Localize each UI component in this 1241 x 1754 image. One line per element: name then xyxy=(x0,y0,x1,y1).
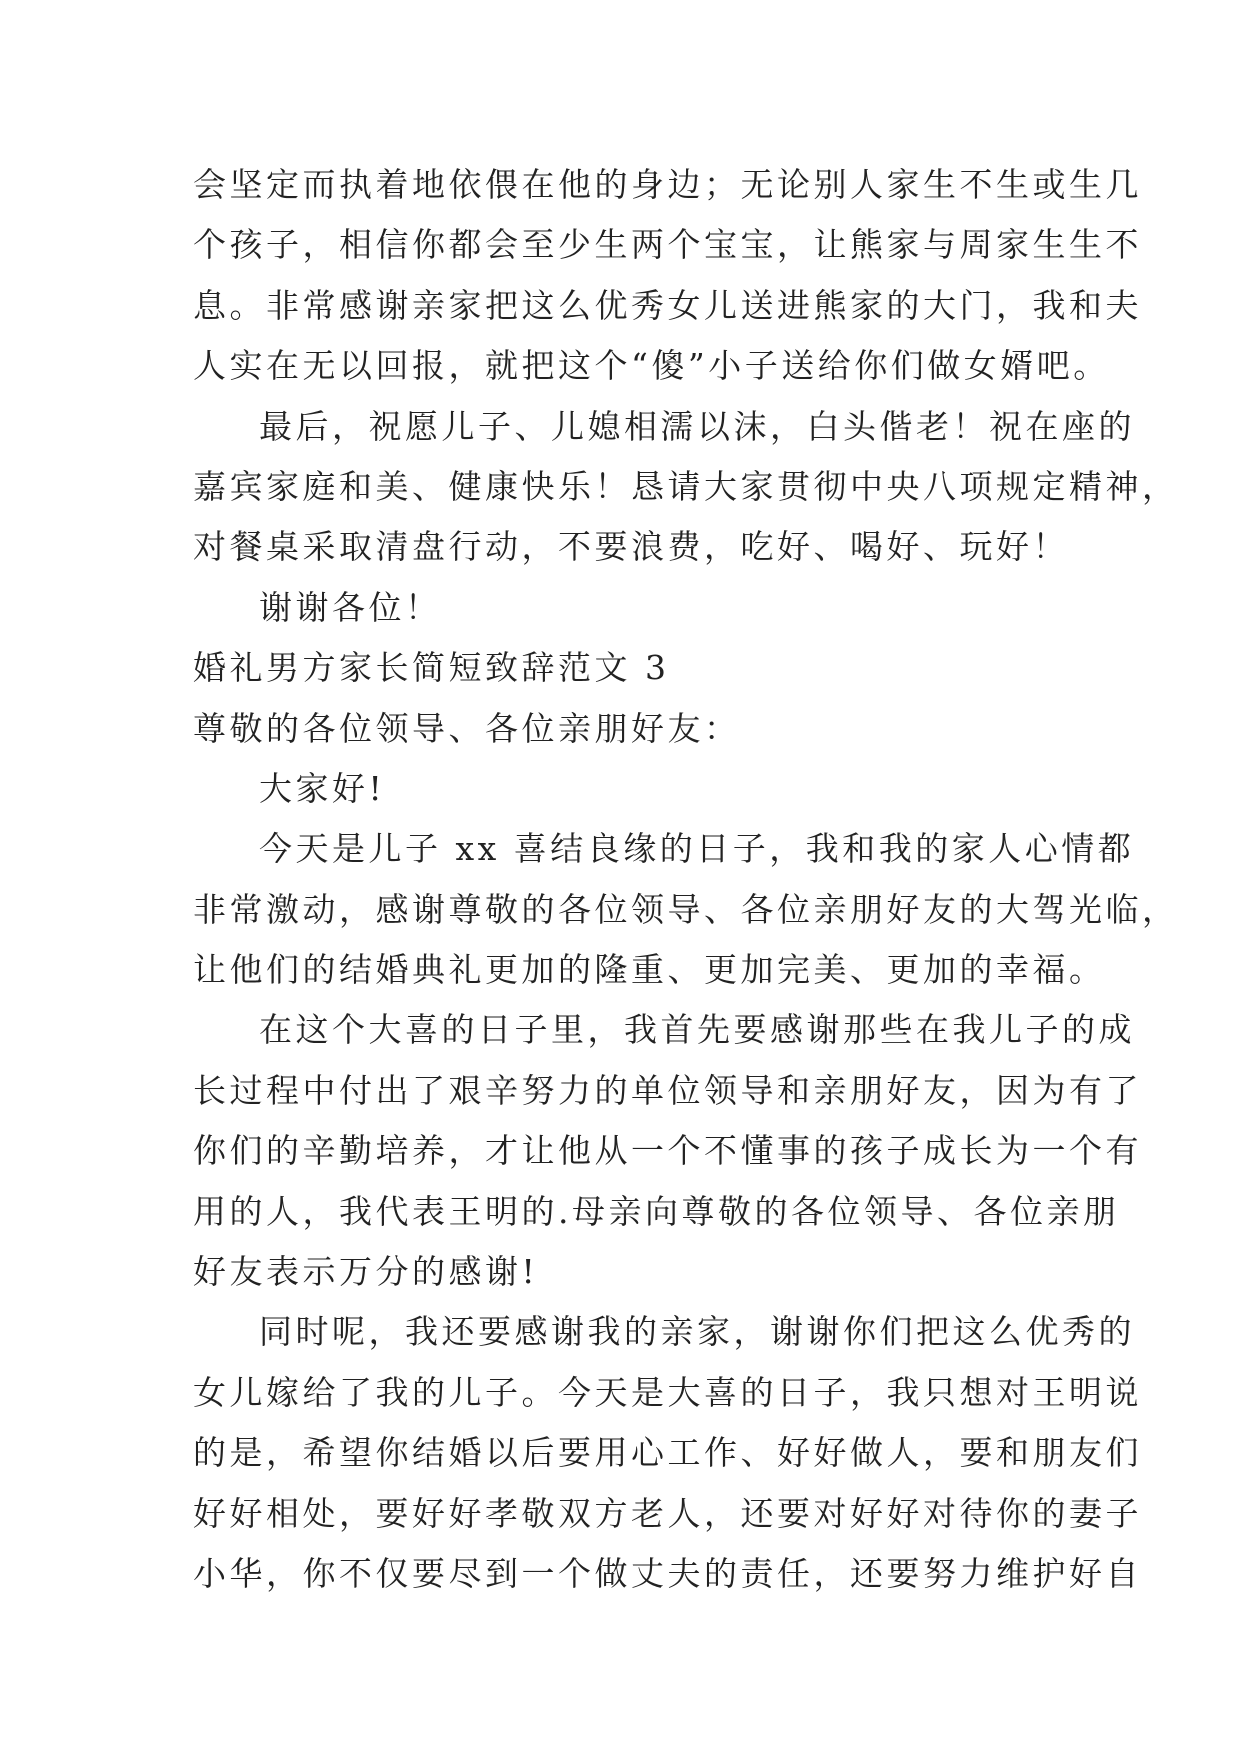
salutation-line: 尊敬的各位领导、各位亲朋好友： xyxy=(193,708,741,748)
greeting-line: 大家好! xyxy=(259,768,386,808)
paragraph-start-line: 最后，祝愿儿子、儿媳相濡以沫，白头偕老！祝在座的 xyxy=(259,406,1135,446)
text-line: 好友表示万分的感谢! xyxy=(193,1252,539,1292)
text-line: 人实在无以回报，就把这个“傻”小子送给你们做女婿吧。 xyxy=(193,346,1110,386)
paragraph-start-line: 在这个大喜的日子里，我首先要感谢那些在我儿子的成 xyxy=(259,1010,1135,1050)
text-line: 让他们的结婚典礼更加的隆重、更加完美、更加的幸福。 xyxy=(193,950,1106,990)
text-line: 长过程中付出了艰辛努力的单位领导和亲朋好友，因为有了 xyxy=(193,1070,1142,1110)
text-line: 息。非常感谢亲家把这么优秀女儿送进熊家的大门，我和夫 xyxy=(193,285,1142,325)
text-line: 对餐桌采取清盘行动，不要浪费，吃好、喝好、玩好！ xyxy=(193,527,1069,567)
text-line: 好好相处，要好好孝敬双方老人，还要对好好对待你的妻子 xyxy=(193,1493,1142,1533)
text-line: 非常激动，感谢尊敬的各位领导、各位亲朋好友的大驾光临， xyxy=(193,889,1179,929)
text-line: 小华，你不仅要尽到一个做丈夫的责任，还要努力维护好自 xyxy=(193,1553,1142,1593)
text-line: 女儿嫁给了我的儿子。今天是大喜的日子，我只想对王明说 xyxy=(193,1372,1142,1412)
document-body xyxy=(193,155,1179,1604)
text-line: 会坚定而执着地依偎在他的身边；无论别人家生不生或生几 xyxy=(193,165,1142,204)
text-line: 的是，希望你结婚以后要用心工作、好好做人，要和朋友们 xyxy=(193,1433,1142,1473)
closing-thanks-line: 谢谢各位！ xyxy=(259,587,442,627)
text-line: 个孩子，相信你都会至少生两个宝宝，让熊家与周家生生不 xyxy=(193,225,1142,265)
paragraph-start-line: 今天是儿子 xx 喜结良缘的日子，我和我的家人心情都 xyxy=(259,829,1135,869)
text-line: 你们的辛勤培养，才让他从一个不懂事的孩子成长为一个有 xyxy=(193,1131,1142,1171)
text-line: 嘉宾家庭和美、健康快乐！恳请大家贯彻中央八项规定精神， xyxy=(193,466,1179,506)
paragraph-start-line: 同时呢，我还要感谢我的亲家，谢谢你们把这么优秀的 xyxy=(259,1312,1135,1352)
text-line: 用的人，我代表王明的.母亲向尊敬的各位领导、各位亲朋 xyxy=(193,1191,1120,1231)
section-heading: 婚礼男方家长简短致辞范文 3 xyxy=(193,648,670,688)
